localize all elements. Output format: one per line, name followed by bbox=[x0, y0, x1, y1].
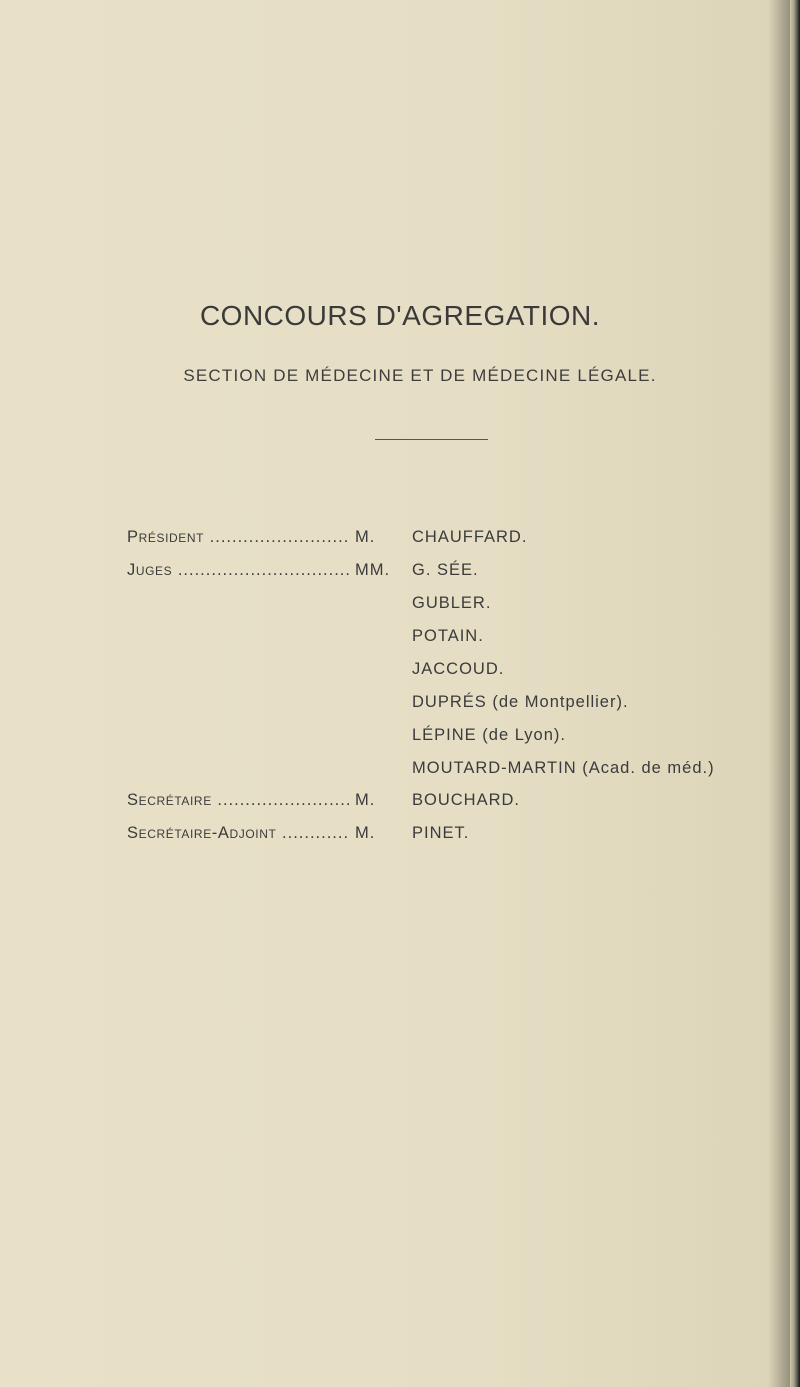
member-name: G. SÉE. bbox=[412, 561, 479, 579]
role-label: Secrétaire ..... bbox=[127, 791, 349, 810]
member-name: CHAUFFARD. bbox=[412, 528, 528, 546]
jury-row bbox=[0, 759, 800, 789]
member-name: MOUTARD-MARTIN (Acad. de méd.) bbox=[412, 759, 715, 777]
jury-row bbox=[0, 726, 800, 756]
title-prefix: M. bbox=[355, 824, 376, 842]
member-name: LÉPINE (de Lyon). bbox=[412, 726, 566, 744]
title-prefix: M. bbox=[355, 791, 376, 809]
section-subtitle: SECTION DE MÉDECINE ET DE MÉDECINE LÉGALE. bbox=[183, 366, 657, 385]
jury-row bbox=[0, 660, 800, 690]
jury-row-president bbox=[0, 528, 800, 558]
title-prefix: MM. bbox=[355, 561, 391, 579]
member-name: BOUCHARD. bbox=[412, 791, 521, 809]
role-label: Président ..... bbox=[127, 528, 349, 547]
title-prefix: M. bbox=[355, 528, 376, 546]
jury-row-secretaire-adjoint bbox=[0, 824, 800, 854]
role-label: Juges ..... bbox=[127, 561, 349, 580]
member-name: PINET. bbox=[412, 824, 470, 842]
member-name: POTAIN. bbox=[412, 627, 484, 645]
page-title: CONCOURS D'AGREGATION. bbox=[199, 300, 601, 331]
divider-rule bbox=[375, 439, 488, 440]
member-name: DUPRÉS (de Montpellier). bbox=[412, 693, 629, 711]
member-name: JACCOUD. bbox=[412, 660, 505, 678]
member-name: GUBLER. bbox=[412, 594, 492, 612]
jury-row-juges bbox=[0, 561, 800, 591]
jury-row bbox=[0, 594, 800, 624]
role-label: Secrétaire-Adjoint ..... bbox=[127, 824, 349, 843]
jury-row-secretaire bbox=[0, 791, 800, 821]
jury-row bbox=[0, 627, 800, 657]
jury-row bbox=[0, 693, 800, 723]
